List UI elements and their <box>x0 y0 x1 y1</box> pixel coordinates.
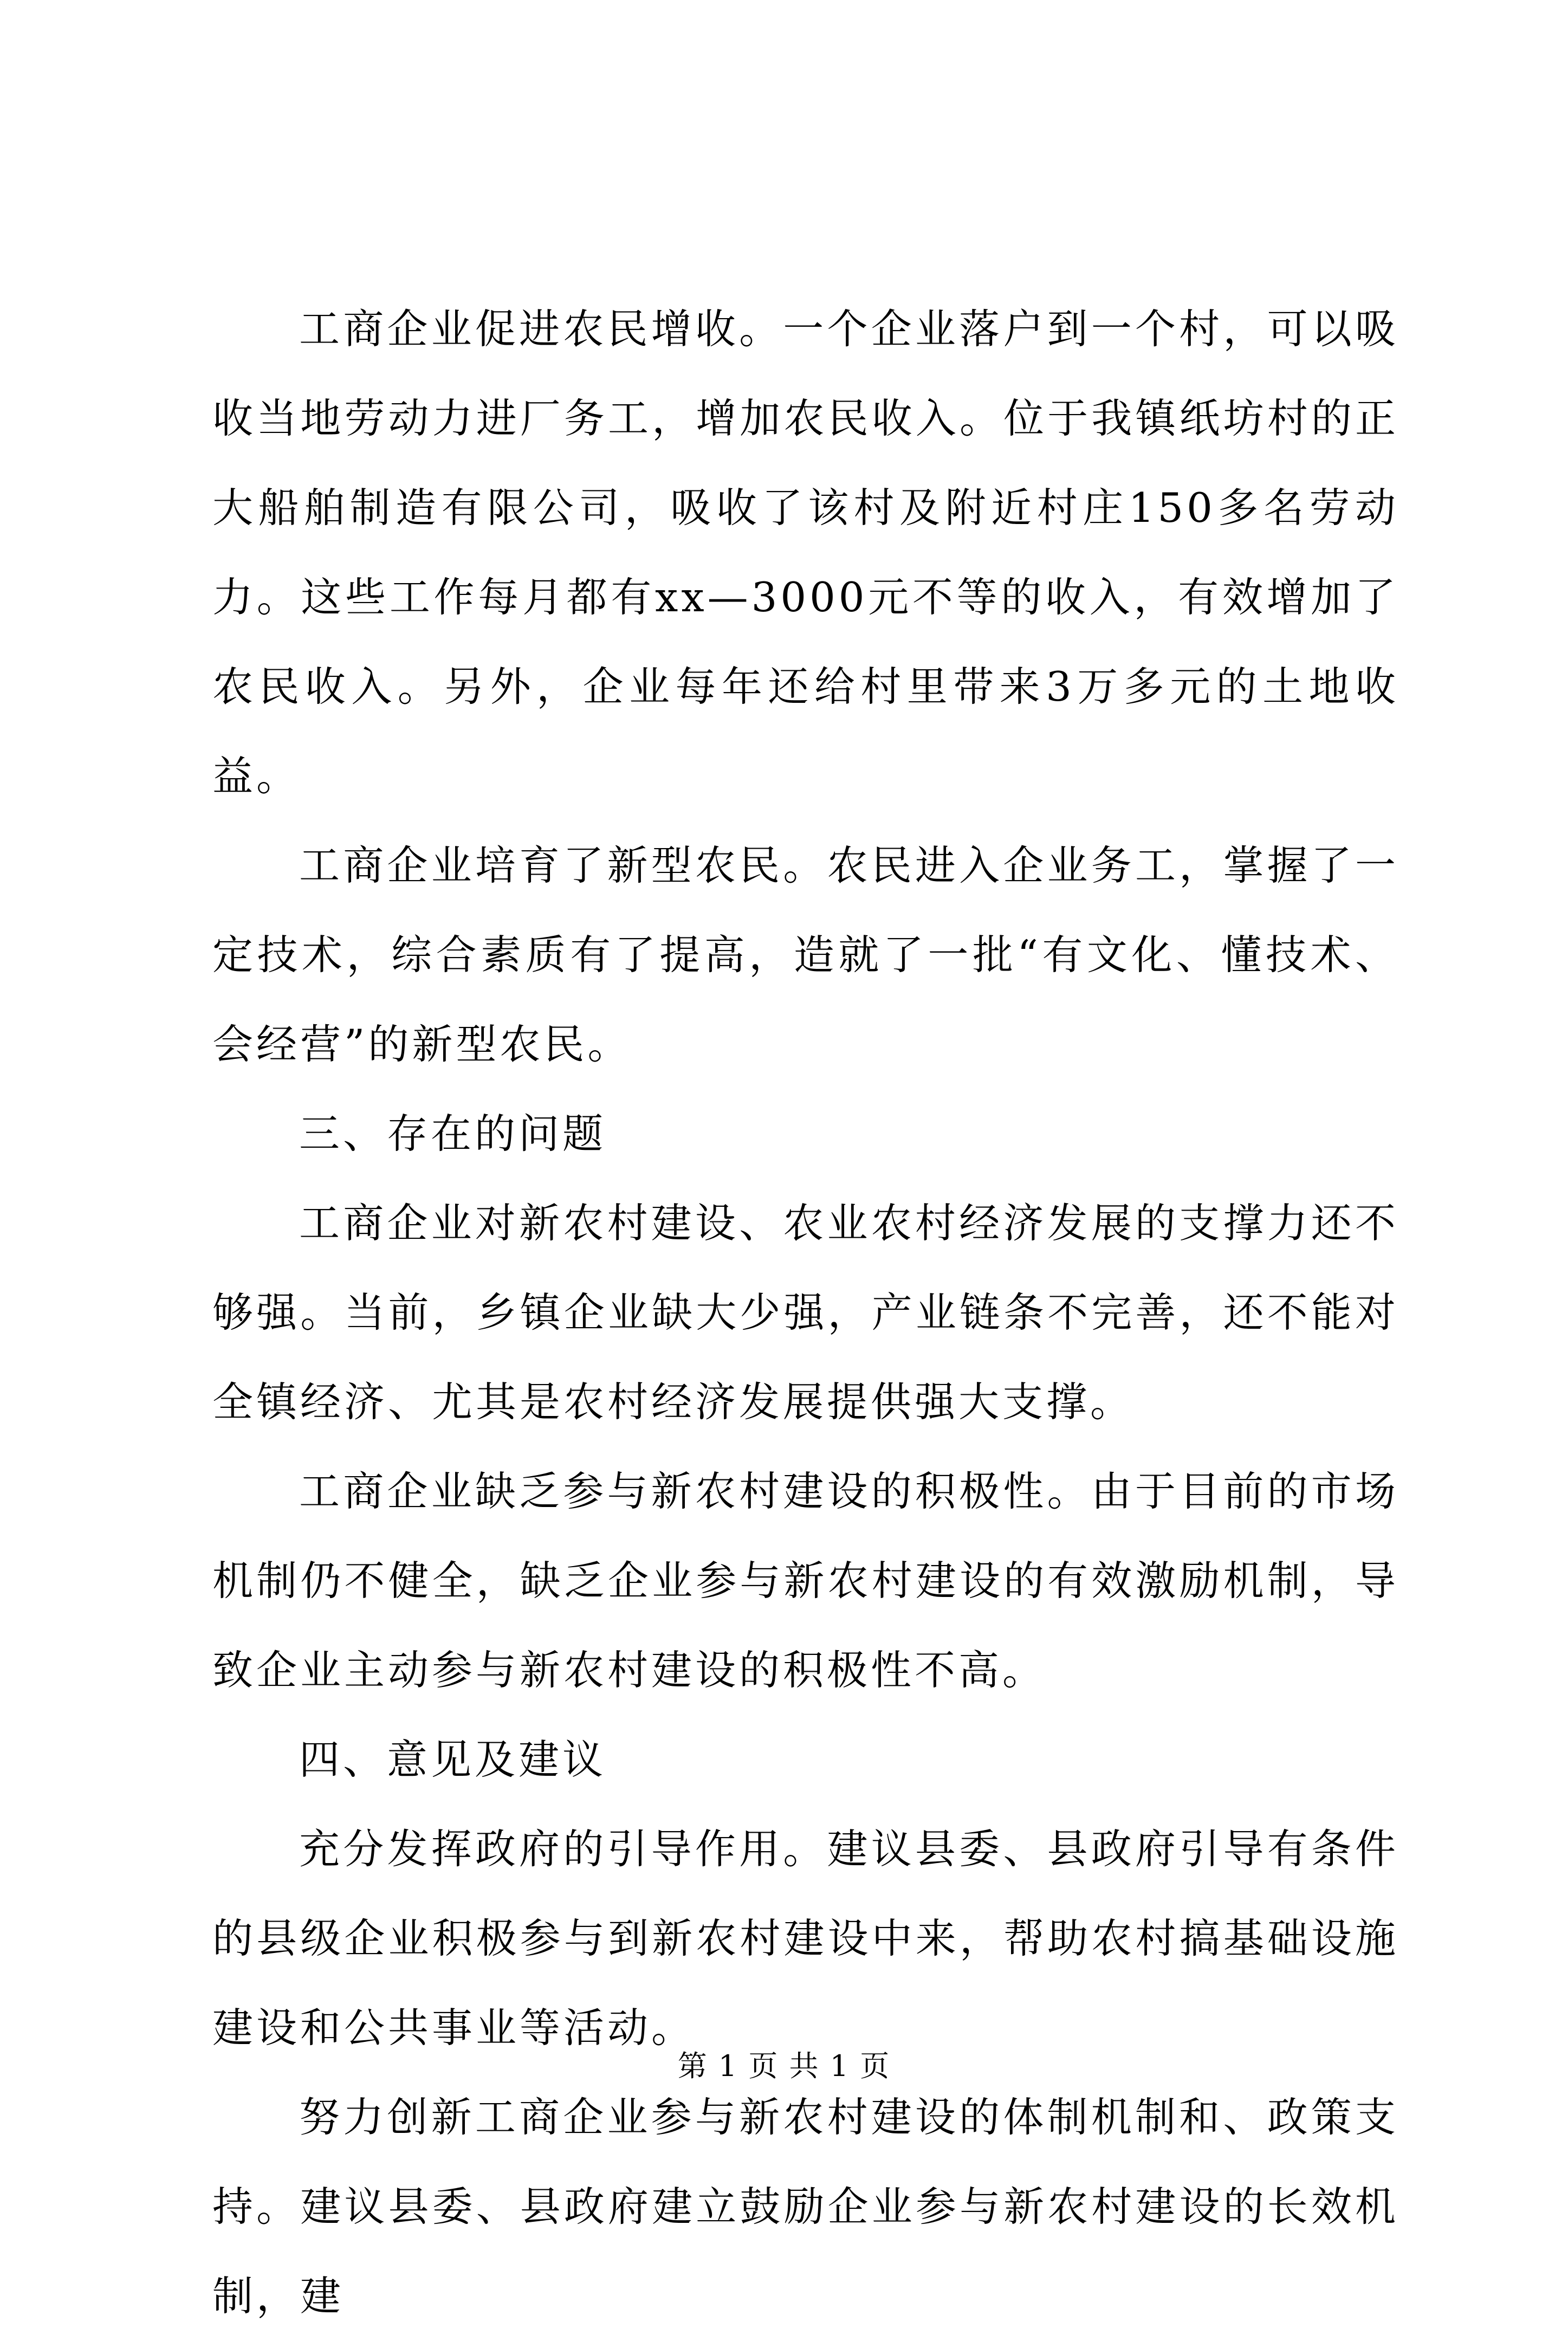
paragraph-farmer-income: 工商企业促进农民增收。一个企业落户到一个村，可以吸收当地劳动力进厂务工，增加农民收入。位于我镇纸坊村的正大船舶制造有限公司，吸收了该村及附近村庄150多名劳动力。这些工作每月都有xx—3000元不等的收入，有效增加了农民收入。另外，企业每年还给村里带来3万多元的土地收益。 <box>212 305 1399 800</box>
paragraph-new-farmers: 工商企业培育了新型农民。农民进入企业务工，掌握了一定技术，综合素质有了提高，造就了一批“有文化、懂技术、会经营”的新型农民。 <box>212 842 1399 1068</box>
paragraph-weak-support: 工商企业对新农村建设、农业农村经济发展的支撑力还不够强。当前，乡镇企业缺大少强，产业链条不完善，还不能对全镇经济、尤其是农村经济发展提供强大支撑。 <box>212 1199 1399 1426</box>
section-heading-problems: 三、存在的问题 <box>299 1110 607 1157</box>
page-number-footer: 第 1 页 共 1 页 <box>677 2049 891 2083</box>
section-heading-suggestions: 四、意见及建议 <box>299 1736 607 1783</box>
paragraph-government-guidance: 充分发挥政府的引导作用。建议县委、县政府引导有条件的县级企业积极参与到新农村建设中来，帮助农村搞基础设施建设和公共事业等活动。 <box>212 1825 1399 2052</box>
paragraph-innovate-mechanism: 努力创新工商企业参与新农村建设的体制机制和、政策支持。建议县委、县政府建立鼓励企业参与新农村建设的长效机制，建 <box>212 2093 1399 2320</box>
document-body <box>212 284 1399 2341</box>
paragraph-lack-initiative: 工商企业缺乏参与新农村建设的积极性。由于目前的市场机制仍不健全，缺乏企业参与新农村建设的有效激励机制，导致企业主动参与新农村建设的积极性不高。 <box>212 1467 1399 1694</box>
